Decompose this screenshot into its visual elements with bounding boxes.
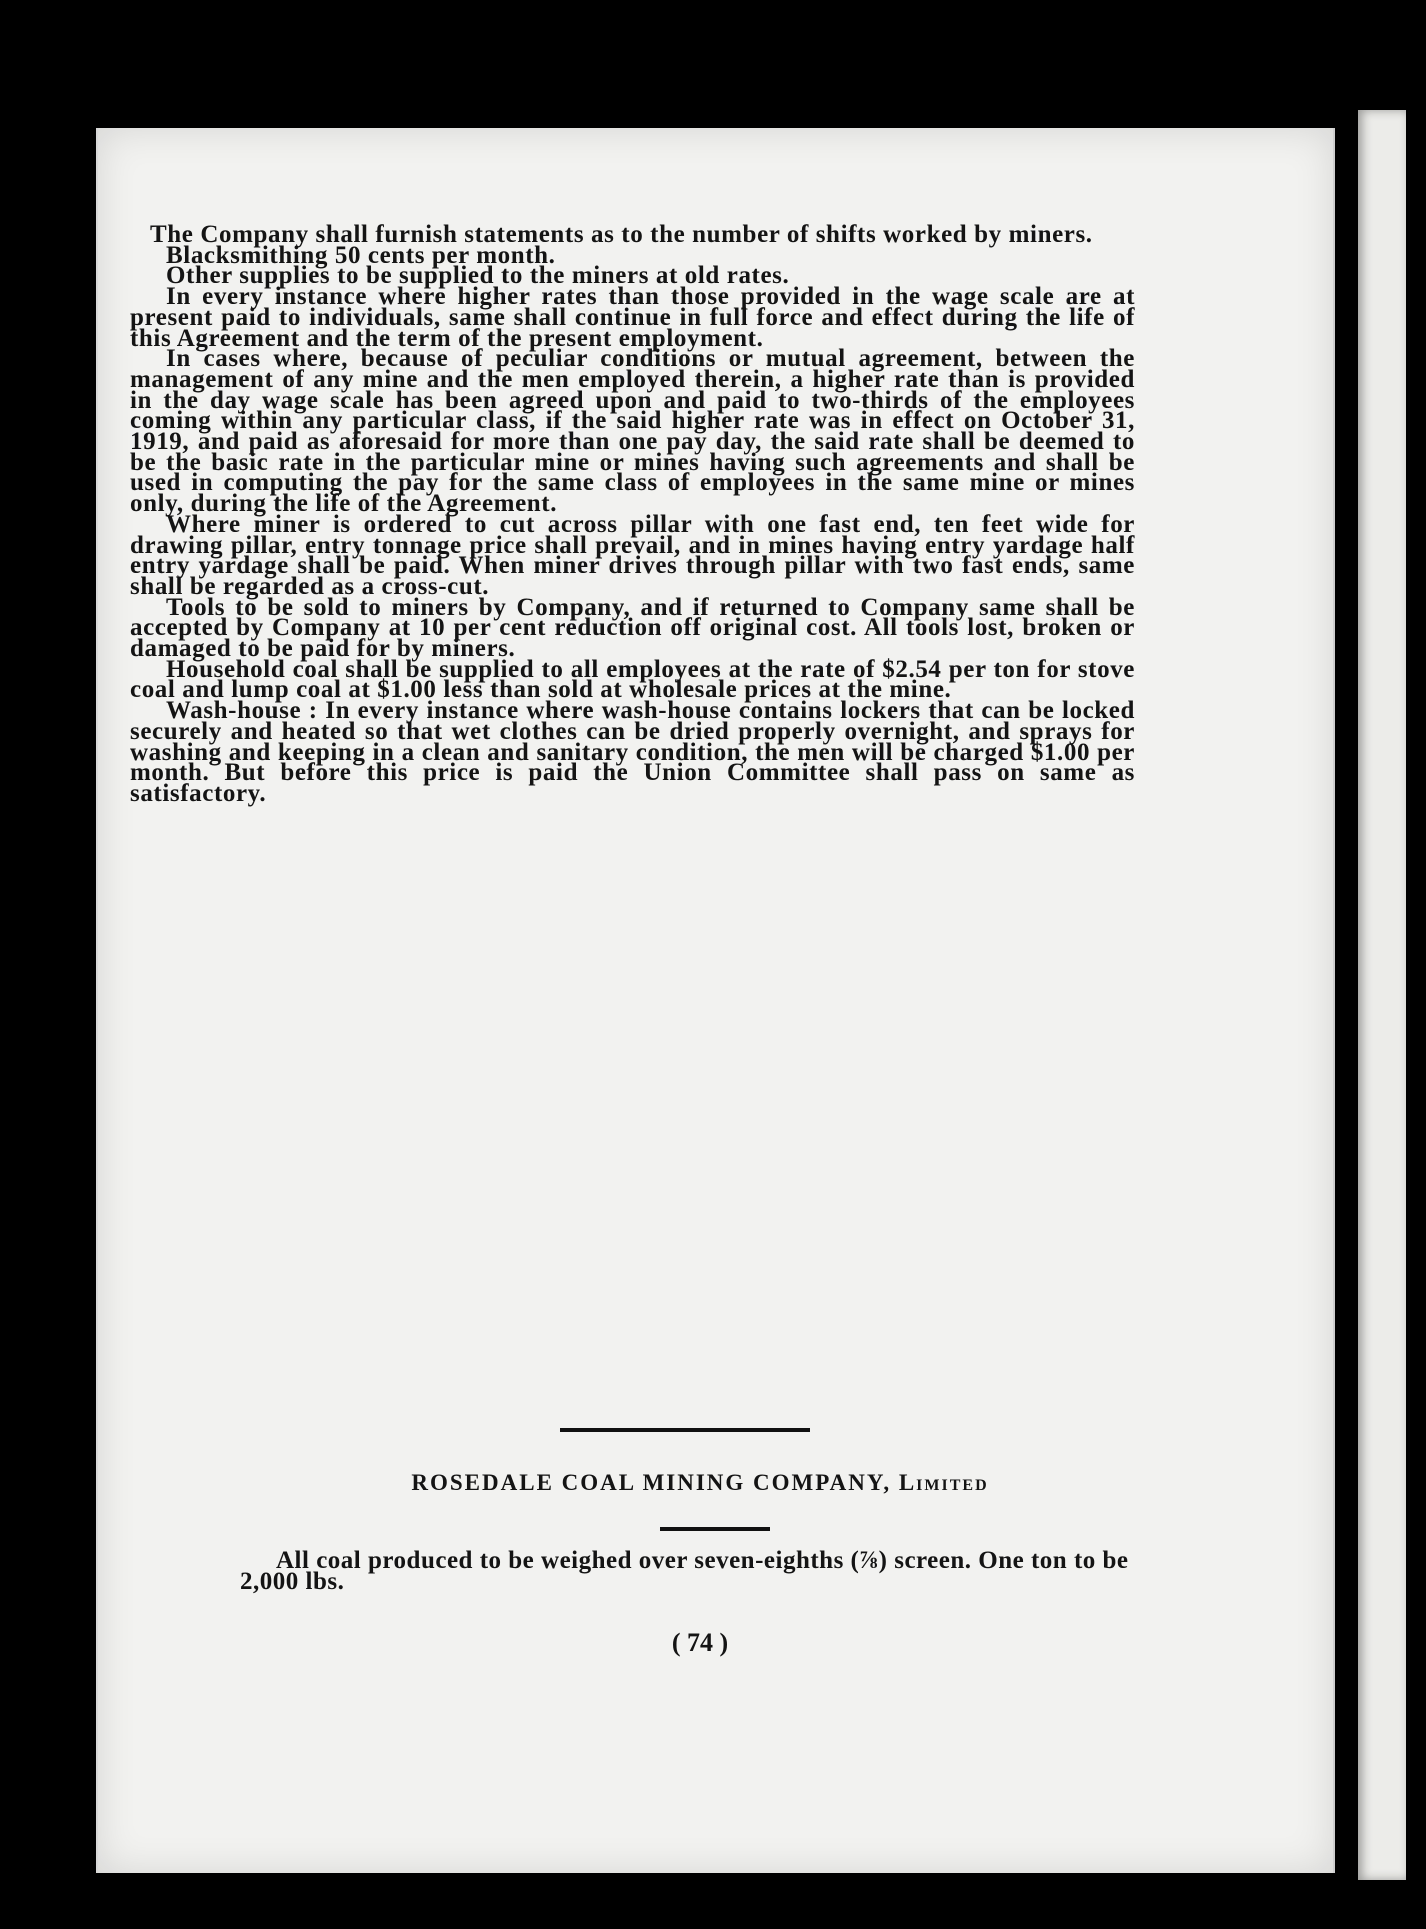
paragraph-supplies: Other supplies to be supplied to the miners at old rates.: [166, 262, 790, 290]
paragraph-blacksmithing: Blacksmithing 50 cents per month.: [166, 241, 556, 269]
page-number: ( 74 ): [671, 1628, 729, 1657]
paragraph-higher-rates: In every instance where higher rates than those provided in the wage scale are at present paid to individuals, same shall continue in full force and effect during the life of this Agreement and the term of the present employment.: [130, 283, 1135, 352]
company-heading: ROSEDALE COAL MINING COMPANY, Limited: [411, 1470, 989, 1495]
adjacent-page-edge: [1358, 110, 1406, 1880]
paragraph-wash-house: Wash-house : In every instance where wash-house contains lockers that can be locked securely and heated so that wet clothes can be dried properly overnight, and sprays for washing and keeping in a clean and sanitary condition, the men will be charged $1.00 per month. But before this price is paid the Union Committee shall pass on same as satisfactory.: [130, 697, 1135, 807]
section-divider-top: [560, 1428, 810, 1432]
paragraph-tools: Tools to be sold to miners by Company, and if returned to Company same shall be accepted by Company at 10 per cent reduction off original cost. All tools lost, broken or damaged to be paid for by miners.: [130, 593, 1135, 663]
paragraph-statements: The Company shall furnish statements as to the number of shifts worked by miners.: [150, 221, 1093, 248]
section-divider-bottom: [660, 1527, 770, 1531]
paragraph-coal-weighing: All coal produced to be weighed over seven-eighths (⅞) screen. One ton to be 2,000 lbs.: [240, 1547, 1129, 1595]
paragraph-peculiar-conditions: In cases where, because of peculiar conditions or mutual agreement, between the management of any mine and the men employed therein, a higher rate than is provided in the day wage scale has been agreed upon and paid to two-thirds of the employees coming within any particular class, if the said higher rate was in effect on October 31, 1919, and paid as aforesaid for more than one pay day, the said rate shall be deemed to be the basic rate in the particular mine or mines having such agreements and shall be used in computing the pay for the same class of employees in the same mine or mines only, during the life of the Agreement.: [130, 345, 1135, 518]
agreement-text: [130, 221, 1135, 807]
paragraph-household-coal: Household coal shall be supplied to all employees at the rate of $2.54 per ton for stove coal and lump coal at $1.00 less than sold at wholesale prices at the mine.: [130, 655, 1135, 704]
paragraph-pillar-cut: Where miner is ordered to cut across pillar with one fast end, ten feet wide for drawing pillar, entry tonnage price shall prevail, and in mines having entry yardage half entry yardage shall be paid. When miner drives through pillar with two fast ends, same shall be regarded as a cross-cut.: [130, 510, 1135, 600]
